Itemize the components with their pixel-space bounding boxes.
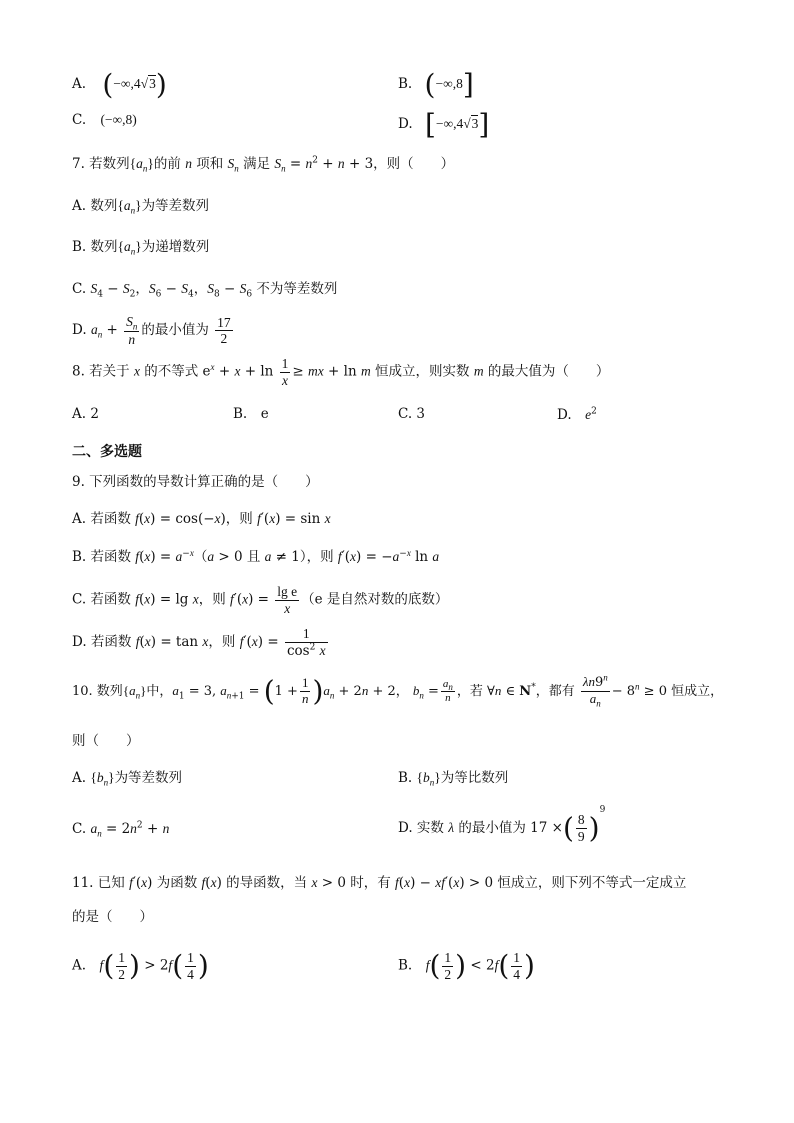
q6-option-a[interactable]: [72, 68, 167, 101]
q6-option-a-label: A.: [72, 76, 87, 93]
q7-stem: 7. 若数列$\{a_n\}$的前 n 项和 $S_n$ 满足 $S_n = n^2 + n + 3$，则（ ）: [72, 155, 455, 174]
q8-option-a[interactable]: A. 2: [72, 406, 99, 422]
q6-option-b-label: B.: [398, 76, 413, 93]
q8-option-c[interactable]: C. 3: [398, 406, 426, 422]
q9-stem: 9. 下列函数的导数计算正确的是（ ）: [72, 474, 319, 490]
q6-option-c-expr: (−∞,8): [100, 112, 137, 127]
q11-stem-cont: 的是（ ）: [72, 909, 153, 925]
q10-option-a[interactable]: A. $\{b_n\}$为等差数列: [72, 770, 183, 788]
q8-option-b[interactable]: B. e: [233, 406, 269, 422]
q6-option-a-expr: (−∞,4√3): [102, 68, 167, 101]
q7-option-a[interactable]: A. 数列$\{a_n\}$为等差数列: [72, 198, 210, 216]
q6-option-d-label: D.: [398, 116, 413, 133]
q6-option-b-expr: (−∞,8]: [424, 68, 474, 101]
q11-stem: 11. 已知 f′(x) 为函数 f(x) 的导函数，当 x > 0 时，有 f(x) − xf′(x) > 0 恒成立，则下列不等式一定成立: [72, 875, 687, 891]
section-title: 二、多选题: [72, 444, 142, 460]
q10-stem: 10. 数列$\{a_n\}$中，$a_1 = 3$, $a_{n+1} = (1$ + $\frac{1}{n}$ )$a_n + 2n + 2$， $b_n$ = $\frac{a_n}{n}$ ，若 ∀n ∈ N*，都有 $\frac{\lambda n9^n}{a_n}$ − $8^n \ge 0$ 恒成立，: [72, 672, 724, 709]
q9-option-d[interactable]: D. 若函数 f(x) = tan x，则 f′(x) = $\frac{1}{\cos^2 x}$: [72, 626, 326, 659]
q6-option-b[interactable]: [398, 68, 474, 101]
q9-option-c[interactable]: C. 若函数 f(x) = lg x，则 f′(x) = $\frac{\text{lg e}}{x}$ （e 是自然对数的底数）: [72, 584, 449, 616]
q11-option-b[interactable]: B. f( $\frac{1}{2}$ ) < 2f( $\frac{1}{4}$ ): [398, 949, 535, 983]
q9-option-b[interactable]: B. 若函数 $f(x) = a^{-x}(a > 0$ 且 a ≠ 1），则 $f'(x) = -a^{-x}$ ln a: [72, 547, 440, 565]
q10-option-b[interactable]: B. $\{b_n\}$为等比数列: [398, 770, 509, 788]
q8-stem: 8. 若关于 x 的不等式 $e^x + x + \ln$ $\frac{1}{x}$ ≥ mx + ln m 恒成立，则实数 m 的最大值为（ ）: [72, 356, 610, 388]
q7-option-d[interactable]: D. $a_n$ + $\frac{S_n}{n}$ 的最小值为 $\frac{17}{2}$: [72, 314, 231, 347]
q11-option-a[interactable]: A. f( $\frac{1}{2}$ ) > 2f( $\frac{1}{4}$ ): [72, 949, 209, 983]
q6-option-c-label: C.: [72, 112, 87, 128]
q9-option-a[interactable]: A. 若函数 f(x) = cos(−x)，则 f′(x) = sin x: [72, 511, 331, 527]
q8-option-d[interactable]: D. $e^2$: [557, 406, 597, 423]
q6-option-d[interactable]: [398, 108, 490, 141]
q10-option-c[interactable]: C. $a_n = 2n^2 + n$: [72, 820, 170, 839]
q10-stem-cont: 则（ ）: [72, 733, 140, 749]
q6-option-d-expr: [−∞,4√3]: [424, 108, 490, 141]
q7-option-b[interactable]: B. 数列$\{a_n\}$为递增数列: [72, 239, 210, 257]
q10-option-d[interactable]: D. 实数 λ 的最小值为 17 ×( $\frac{8}{9}$ )$^9$: [398, 805, 606, 845]
q7-option-c[interactable]: C. $S_4 - S_2$，$S_6 - S_4$，$S_8 - S_6$ 不为等差数列: [72, 281, 338, 300]
q6-option-c[interactable]: [72, 113, 137, 128]
